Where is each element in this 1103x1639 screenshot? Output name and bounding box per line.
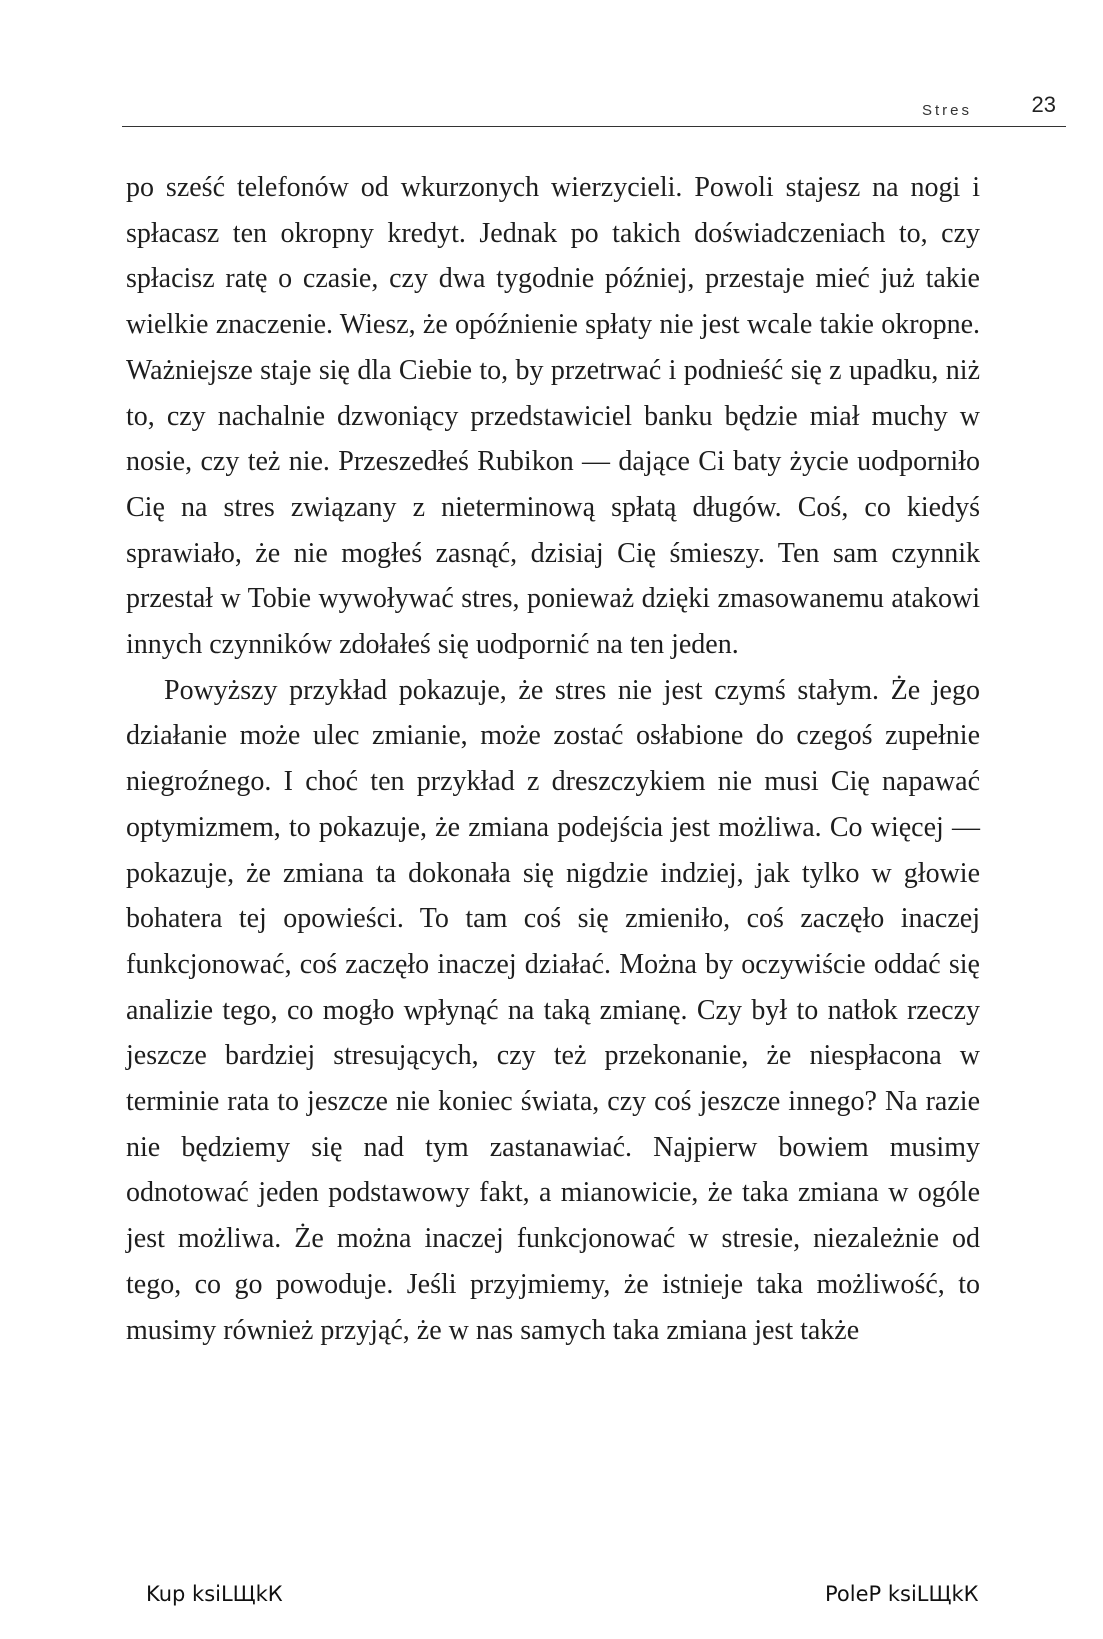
page-number: 23 — [1031, 92, 1056, 117]
buy-book-link[interactable]: Kup ksiLЩkК — [146, 1582, 283, 1606]
body-text — [126, 165, 980, 1353]
paragraph: Powyższy przykład pokazuje, że stres nie jest czymś stałym. Że jego działanie może ulec zmianie, może zostać osłabione do czegoś zupełnie niegroźnego. I choć ten przykład z dreszczykiem nie musi Cię napawać optymizmem, to pokazuje, że zmiana podejścia jest możliwa. Co więcej — pokazuje, że zmiana ta dokonała się nigdzie indziej, jak tylko w głowie bohatera tej opowieści. To tam coś się zmieniło, coś zaczęło inaczej funkcjonować, coś zaczęło inaczej działać. Można by oczywiście oddać się analizie tego, co mogło wpłynąć na taką zmianę. Czy był to natłok rzeczy jeszcze bardziej stresujących, czy też przekonanie, że niespłacona w terminie rata to jeszcze nie koniec świata, czy coś jeszcze innego? Na razie nie będziemy się nad tym zastanawiać. Najpierw bowiem musimy odnotować jeden podstawowy fakt, a mianowicie, że taka zmiana w ogóle jest możliwa. Że można inaczej funkcjonować w stresie, niezależnie od tego, co go powoduje. Jeśli przyjmiemy, że istnieje taka możliwość, to musimy również przyjąć, że w nas samych taka zmiana jest także — [126, 674, 980, 1346]
running-title: Stres — [921, 102, 972, 119]
recommend-book-link[interactable]: PoleP ksiLЩkК — [825, 1582, 979, 1606]
running-head — [122, 86, 1066, 127]
paragraph: po sześć telefonów od wkurzonych wierzycieli. Powoli stajesz na nogi i spłacasz ten okropny kredyt. Jednak po takich doświadczeniach to, czy spłacisz ratę o czasie, czy dwa tygodnie później, przestaje mieć już takie wielkie znaczenie. Wiesz, że opóźnienie spłaty nie jest wcale takie okropne. Ważniejsze staje się dla Ciebie to, by przetrwać i podnieść się z upadku, niż to, czy nachalnie dzwoniący przedstawiciel banku będzie miał muchy w nosie, czy też nie. Przeszedłeś Rubikon — dające Ci baty życie uodporniło Cię na stres związany z nieterminową spłatą długów. Coś, co kiedyś sprawiało, że nie mogłeś zasnąć, dzisiaj Cię śmieszy. Ten sam czynnik przestał w Tobie wywoływać stres, ponieważ dzięki zmasowanemu atakowi innych czynników zdołałeś się uodpornić na ten jeden. — [126, 172, 980, 661]
